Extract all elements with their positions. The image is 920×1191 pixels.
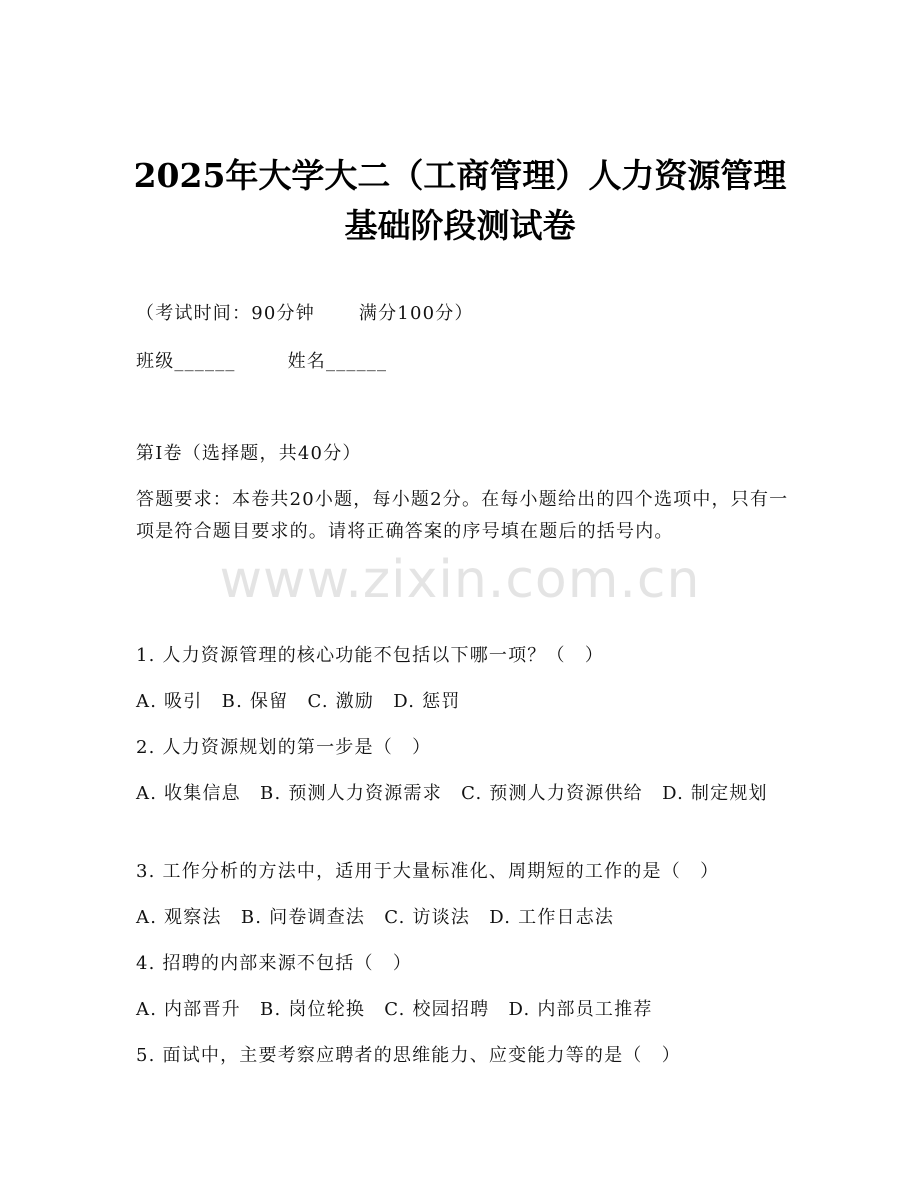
section-heading: 第I卷（选择题，共40分）	[136, 443, 362, 464]
exam-time: （考试时间：90分钟	[136, 303, 315, 324]
question-4-stem: 4. 招聘的内部来源不包括（ ）	[136, 953, 413, 974]
question-2-options: A. 收集信息 B. 预测人力资源需求 C. 预测人力资源供给 D. 制定规划	[136, 783, 768, 804]
exam-title-line-1: 2025年大学大二（工商管理）人力资源管理	[133, 156, 787, 195]
class-field: 班级______	[136, 351, 236, 372]
exam-title-line-2: 基础阶段测试卷	[344, 206, 576, 245]
answer-instructions: 答题要求：本卷共20小题，每小题2分。在每小题给出的四个选项中，只有一项是符合题目要求的。请将正确答案的序号填在题后的括号内。	[136, 489, 789, 542]
question-1-options: A. 吸引 B. 保留 C. 激励 D. 惩罚	[136, 691, 461, 712]
watermark: www.zixin.com.cn	[219, 550, 701, 610]
question-4-options: A. 内部晋升 B. 岗位轮换 C. 校园招聘 D. 内部员工推荐	[136, 999, 653, 1020]
question-3-stem: 3. 工作分析的方法中，适用于大量标准化、周期短的工作的是（ ）	[136, 861, 720, 882]
exam-info	[136, 298, 796, 330]
question-2-stem: 2. 人力资源规划的第一步是（ ）	[136, 737, 432, 758]
question-3-options: A. 观察法 B. 问卷调查法 C. 访谈法 D. 工作日志法	[136, 907, 615, 928]
student-fields	[136, 346, 796, 378]
name-field: 姓名______	[287, 351, 388, 372]
question-5-stem: 5. 面试中，主要考察应聘者的思维能力、应变能力等的是（ ）	[136, 1045, 681, 1066]
question-1-stem: 1. 人力资源管理的核心功能不包括以下哪一项？（ ）	[136, 645, 605, 666]
exam-full-score: 满分100分）	[358, 303, 474, 324]
